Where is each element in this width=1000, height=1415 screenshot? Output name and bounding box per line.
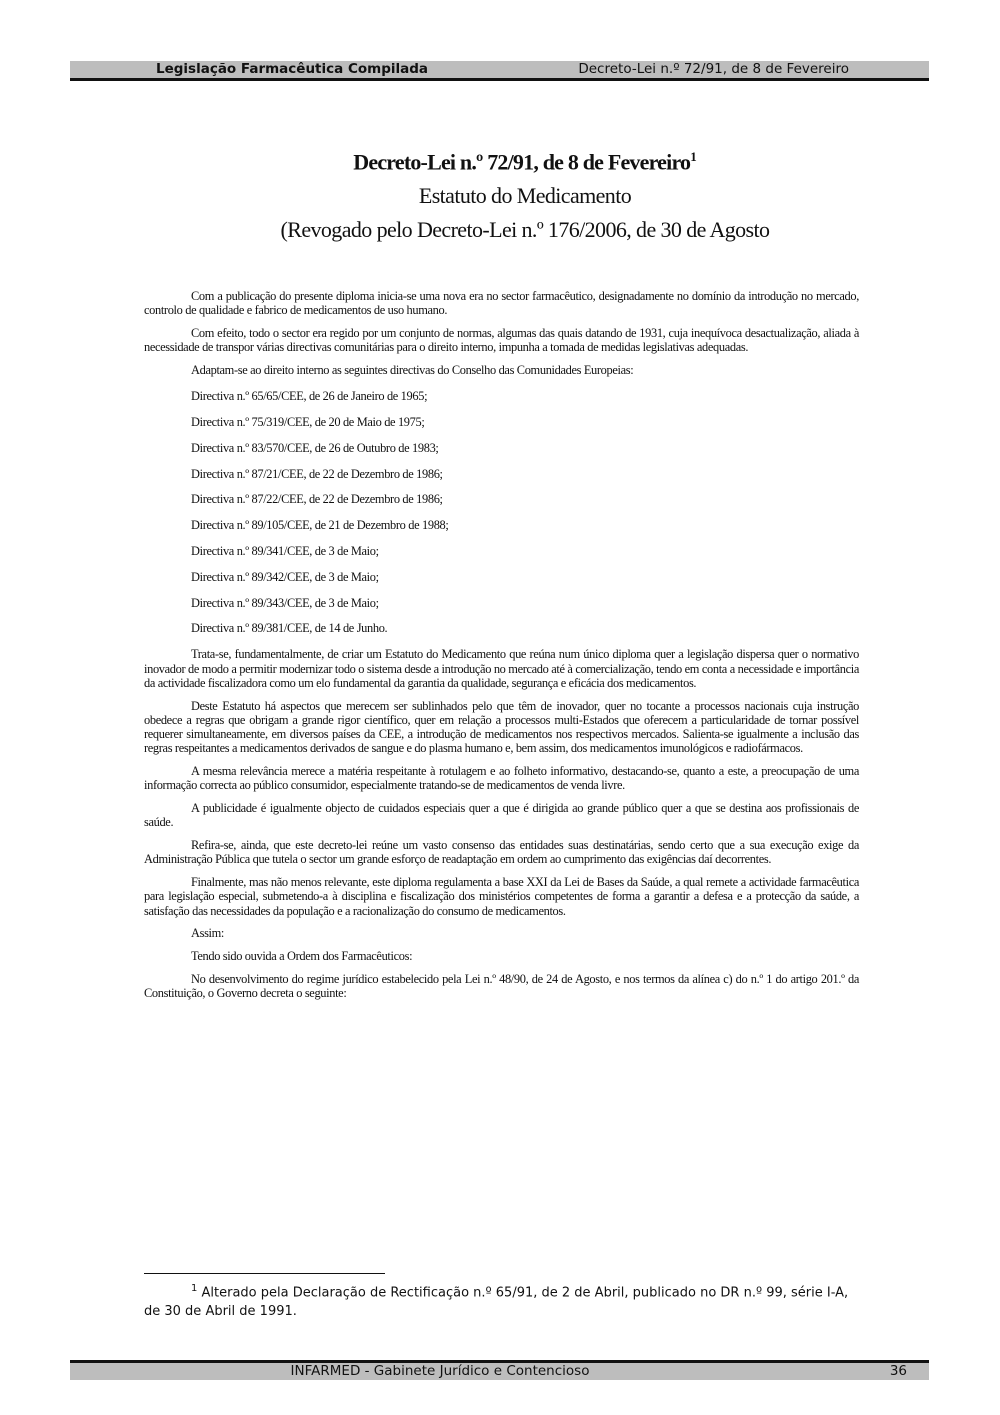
directive-item: Directiva n.º 89/342/CEE, de 3 de Maio;: [191, 569, 379, 584]
title-footnote-mark: 1: [690, 149, 697, 164]
directive-item: Directiva n.º 89/381/CEE, de 14 de Junho.: [191, 621, 388, 636]
paragraph: Deste Estatuto há aspectos que merecem ser sublinhados pelo que têm de inovador, quer no tocante a processos nacionais cuja instrução obedece a regras que obrigam a grande rigor científico, quer em relação a processos multi-Estados que oferecem a particularidade de tornar possível requerer simultaneamente, em diversos países da CEE, a introdução de medicamentos nos respectivos mercados. Salienta-se igualmente a inclusão das regras respeitantes a medicamentos derivados de sangue e do plasma humano e, bem assim, dos medicamentos imunológicos e radiofármacos.: [144, 698, 859, 756]
paragraph: No desenvolvimento do regime jurídico estabelecido pela Lei n.º 48/90, de 24 de Agosto, e nos termos da alínea c) do n.º 1 do artigo 201.º da Constituição, o Governo decreta o seguinte:: [144, 971, 859, 1000]
footnote-text: Alterado pela Declaração de Rectificação n.º 65/91, de 2 de Abril, publicado no DR n.º 99, série I-A, de 30 de Abril de 1991.: [144, 1285, 849, 1320]
header-publication-title: Legislação Farmacêutica Compilada: [156, 61, 428, 77]
directive-item: Directiva n.º 75/319/CEE, de 20 de Maio de 1975;: [191, 415, 425, 430]
footer-organization: INFARMED - Gabinete Jurídico e Contencioso: [290, 1363, 590, 1379]
paragraph: Com efeito, todo o sector era regido por um conjunto de normas, algumas das quais datando de 1931, cuja inequívoca desactualização, aliada à necessidade de transpor várias directivas comunitárias para o direito interno, impunha a tomada de medidas legislativas adequadas.: [144, 325, 859, 355]
directive-item: Directiva n.º 83/570/CEE, de 26 de Outubro de 1983;: [191, 440, 439, 455]
paragraph: Adaptam-se ao direito interno as seguintes directivas do Conselho das Comunidades Europeias:: [191, 362, 634, 377]
document-body: [144, 289, 859, 1009]
page-number: 36: [889, 1363, 907, 1379]
paragraph: Assim:: [191, 926, 225, 941]
paragraph: Tendo sido ouvida a Ordem dos Farmacêuticos:: [191, 949, 413, 964]
paragraph: Refira-se, ainda, que este decreto-lei reúne um vasto consenso das entidades suas destinatárias, sendo certo que a sua execução exige da Administração Pública que tutela o sector um grande esforço de readaptação em ordem ao cumprimento das exigências daí decorrentes.: [144, 838, 859, 867]
directive-item: Directiva n.º 87/22/CEE, de 22 de Dezembro de 1986;: [191, 492, 443, 507]
running-footer: [70, 1360, 929, 1380]
document-title-block: [0, 140, 1000, 247]
paragraph: A mesma relevância merece a matéria respeitante à rotulagem e ao folheto informativo, destacando-se, quanto a este, a preocupação de uma informação correcta ao público consumidor, especialmente tratando-se de medicamentos de venda livre.: [144, 764, 859, 793]
document-title: [0, 140, 1000, 179]
directive-item: Directiva n.º 65/65/CEE, de 26 de Janeiro de 1965;: [191, 389, 428, 404]
document-title-text: Decreto-Lei n.º 72/91, de 8 de Fevereiro: [353, 149, 691, 175]
footnote-mark: 1: [191, 1283, 198, 1294]
paragraph: A publicidade é igualmente objecto de cuidados especiais quer a que é dirigida ao grande público quer a que se destina aos profissionais de saúde.: [144, 801, 859, 830]
footnote: [144, 1279, 859, 1321]
directive-item: Directiva n.º 89/343/CEE, de 3 de Maio;: [191, 595, 379, 610]
document-subtitle: Estatuto do Medicamento: [418, 183, 632, 209]
paragraph: Com a publicação do presente diploma inicia-se uma nova era no sector farmacêutico, designadamente no domínio da introdução no mercado, controlo de qualidade e fabrico de medicamentos de uso humano.: [144, 289, 859, 318]
directive-item: Directiva n.º 89/105/CEE, de 21 de Dezembro de 1988;: [191, 518, 449, 533]
directive-item: Directiva n.º 87/21/CEE, de 22 de Dezembro de 1986;: [191, 466, 443, 481]
paragraph: Trata-se, fundamentalmente, de criar um Estatuto do Medicamento que reúna num único diploma quer a legislação dispersa quer o normativo inovador de modo a permitir modernizar todo o sistema desde a introdução no mercado até à comercialização, tendo em conta a necessidade e importância da actividade fiscalizadora como um elo fundamental da garantia da qualidade, segurança e eficácia dos medicamentos.: [144, 647, 859, 690]
directive-item: Directiva n.º 89/341/CEE, de 3 de Maio;: [191, 544, 379, 559]
running-header: [70, 61, 929, 81]
header-document-reference: Decreto-Lei n.º 72/91, de 8 de Fevereiro: [578, 61, 849, 77]
paragraph: Finalmente, mas não menos relevante, este diploma regulamenta a base XXI da Lei de Bases da Saúde, a qual remete a actividade farmacêutica para legislação especial, submetendo-a à disciplina e fiscalização dos ministérios competentes de forma a garantir a defesa e a protecção da saúde, a satisfação das necessidades da população e a racionalização do consumo de medicamentos.: [144, 875, 859, 918]
footnote-divider: [144, 1273, 385, 1274]
revocation-note: (Revogado pelo Decreto-Lei n.º 176/2006, de 30 de Agosto: [280, 217, 770, 243]
